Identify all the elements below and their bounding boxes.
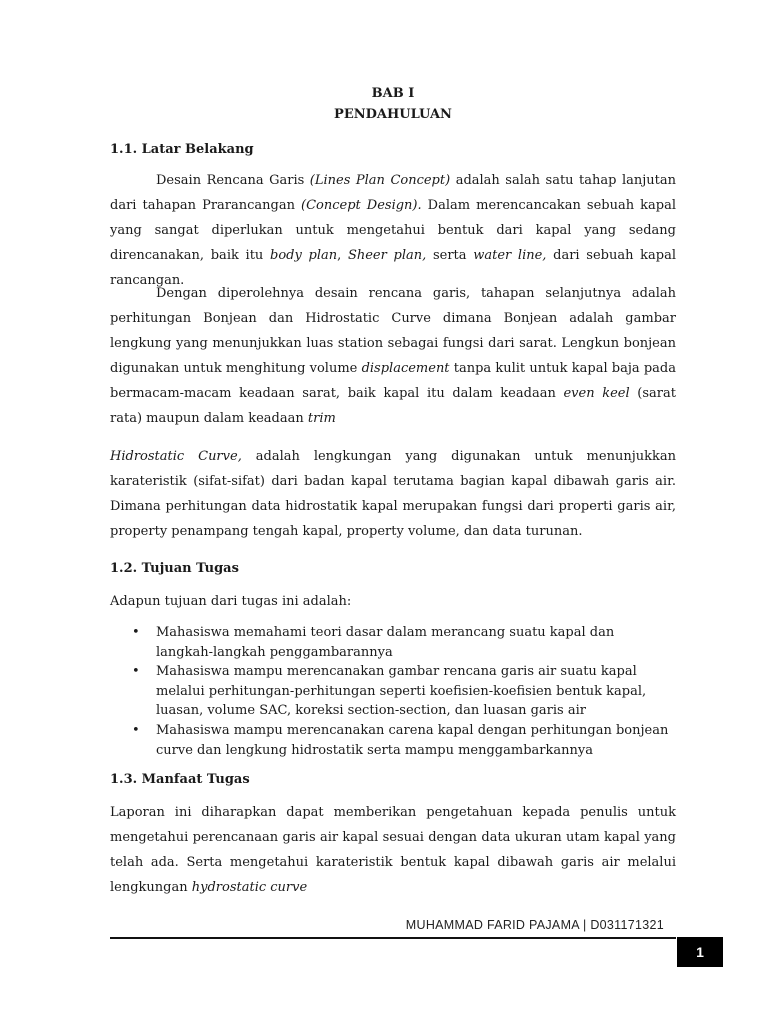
paragraph-latar-belakang-2: Dengan diperolehnya desain rencana garis, tahapan selanjutnya adalah perhitungan Bonjean dan Hidrostatic Curve dimana Bonjean adalah gambar lengkung yang menunjukkan luas station sebagai fungsi dari sarat. Lengkun bonjean digunakan untuk menghitung volume displacement tanpa kulit untuk kapal baja pada bermacam-macam keadaan sarat, baik kapal itu dalam keadaan even keel (sarat rata) maupun dalam keadaan trim [110,286,676,426]
chapter-title: PENDAHULUAN [334,107,452,122]
bullet-icon: • [132,625,140,640]
list-item: • Mahasiswa mampu merencanakan carena kapal dengan perhitungan bonjean curve dan lengkung hidrostatik serta mampu menggambarkannya [132,722,669,758]
section-heading-latar-belakang: 1.1. Latar Belakang [110,142,254,157]
bullet-icon: • [132,722,140,738]
page-number: 1 [677,937,723,967]
paragraph-latar-belakang-3: Hidrostatic Curve, adalah lengkungan yang digunakan untuk menunjukkan karateristik (sifat-sifat) dari badan kapal terutama bagian kapal dibawah garis air. Dimana perhitungan data hidrostatik kapal merupakan fungsi dari properti garis air, property penampang tengah kapal, property volume, dan data turunan. [110,449,676,539]
footer-divider [110,937,676,939]
chapter-label: BAB I [371,86,415,101]
section-heading-tujuan-tugas: 1.2. Tujuan Tugas [110,561,239,576]
list-item: • Mahasiswa memahami teori dasar dalam merancang suatu kapal dan langkah-langkah penggambarannya [132,625,615,660]
tujuan-list [110,623,670,760]
bullet-icon: • [132,664,140,680]
tujuan-intro: Adapun tujuan dari tugas ini adalah: [110,594,352,609]
footer-author: MUHAMMAD FARID PAJAMA | D031171321 [405,918,664,932]
list-item: • Mahasiswa mampu merencanakan gambar rencana garis air suatu kapal melalui perhitungan-perhitungan seperti koefisien-koefisien bentuk kapal, luasan, volume SAC, koreksi section-section, dan luasan garis air [132,664,647,719]
section-heading-manfaat-tugas: 1.3. Manfaat Tugas [110,772,250,787]
paragraph-manfaat: Laporan ini diharapkan dapat memberikan pengetahuan kepada penulis untuk mengetahui perencanaan garis air kapal sesuai dengan data ukuran utam kapal yang telah ada. Serta mengetahui karateristik bentuk kapal dibawah garis air melalui lengkungan hydrostatic curve [110,805,676,895]
paragraph-latar-belakang-1: Desain Rencana Garis (Lines Plan Concept) adalah salah satu tahap lanjutan dari tahapan Prarancangan (Concept Design). Dalam merencancakan sebuah kapal yang sangat diperlukan untuk mengetahui bentuk dari kapal yang sedang direncanakan, baik itu body plan, Sheer plan, serta water line, dari sebuah kapal rancangan. [110,173,677,288]
